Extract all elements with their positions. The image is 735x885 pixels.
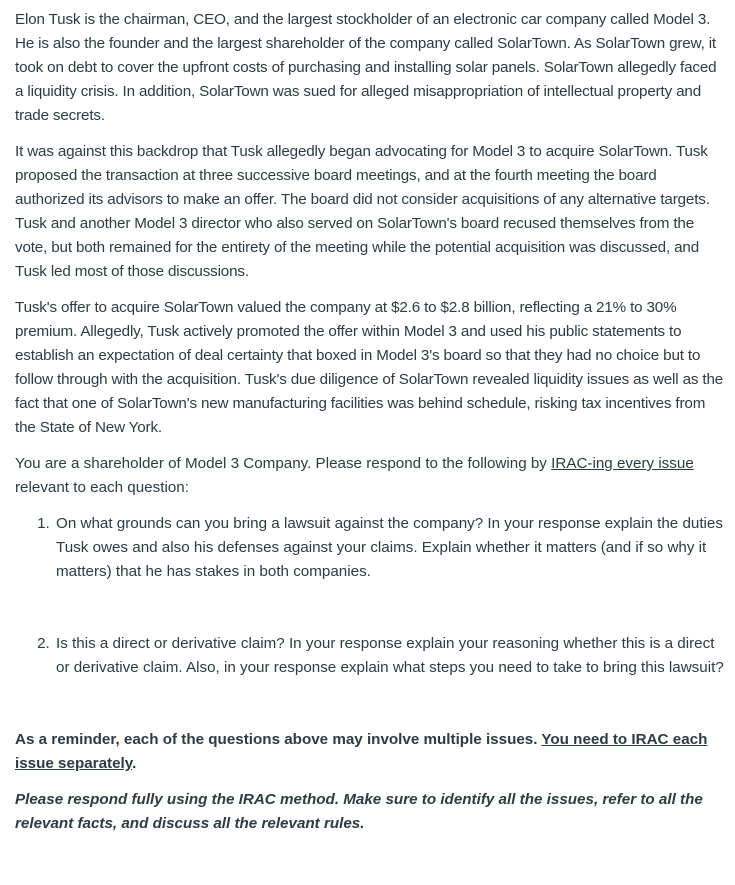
irac-link[interactable]: IRAC-ing every issue <box>551 455 694 472</box>
question-1: 1. On what grounds can you bring a lawsuit against the company? In your response explain the duties Tusk owes and also his defenses against your claims. Explain whether it matters (and if so why it matters) that he has stakes in both companies. <box>54 512 727 584</box>
reminder-text: As a reminder, each of the questions above may involve multiple issues. <box>15 731 542 748</box>
instruction-text-end: relevant to each question: <box>15 479 189 496</box>
final-instruction: Please respond fully using the IRAC method. Make sure to identify all the issues, refer to all the relevant facts, and discuss all the relevant rules. <box>15 791 703 832</box>
reminder-end: . <box>132 755 137 772</box>
paragraph-background: Elon Tusk is the chairman, CEO, and the largest stockholder of an electronic car company called Model 3. He is also the founder and the largest shareholder of the company called SolarTown. As SolarTown grew, it took on debt to cover the upfront costs of purchasing and installing solar panels. SolarTown allegedly faced a liquidity crisis. In addition, SolarTown was sued for alleged misappropriation of intellectual property and trade secrets. <box>15 11 717 124</box>
question-list <box>15 512 727 680</box>
reminder-underlined: You need to IRAC each issue separately <box>15 731 708 772</box>
paragraph-advocacy: It was against this backdrop that Tusk allegedly began advocating for Model 3 to acquire SolarTown. Tusk proposed the transaction at three successive board meetings, and at the fourth meeting the board authorized its advisors to make an offer. The board did not consider acquisitions of any alternative targets. Tusk and another Model 3 director who also served on SolarTown's board recused themselves from the vote, but both remained for the entirety of the meeting while the potential acquisition was discussed, and Tusk led most of those discussions. <box>15 143 710 280</box>
instruction-text: You are a shareholder of Model 3 Company. Please respond to the following by <box>15 455 552 472</box>
question-2: 2. Is this a direct or derivative claim? In your response explain your reasoning whether this is a direct or derivative claim. Also, in your response explain what steps you need to take to bring this lawsuit? <box>54 632 727 680</box>
paragraph-offer: Tusk's offer to acquire SolarTown valued the company at $2.6 to $2.8 billion, reflecting a 21% to 30% premium. Allegedly, Tusk actively promoted the offer within Model 3 and used his public statements to establish an expectation of deal certainty that boxed in Model 3's board so that they had no choice but to follow through with the acquisition. Tusk's due diligence of SolarTown revealed liquidity issues as well as the fact that one of SolarTown's new manufacturing facilities was behind schedule, risking tax incentives from the State of New York. <box>15 299 724 436</box>
reminder-paragraph <box>15 728 727 776</box>
instruction-paragraph <box>15 452 727 500</box>
